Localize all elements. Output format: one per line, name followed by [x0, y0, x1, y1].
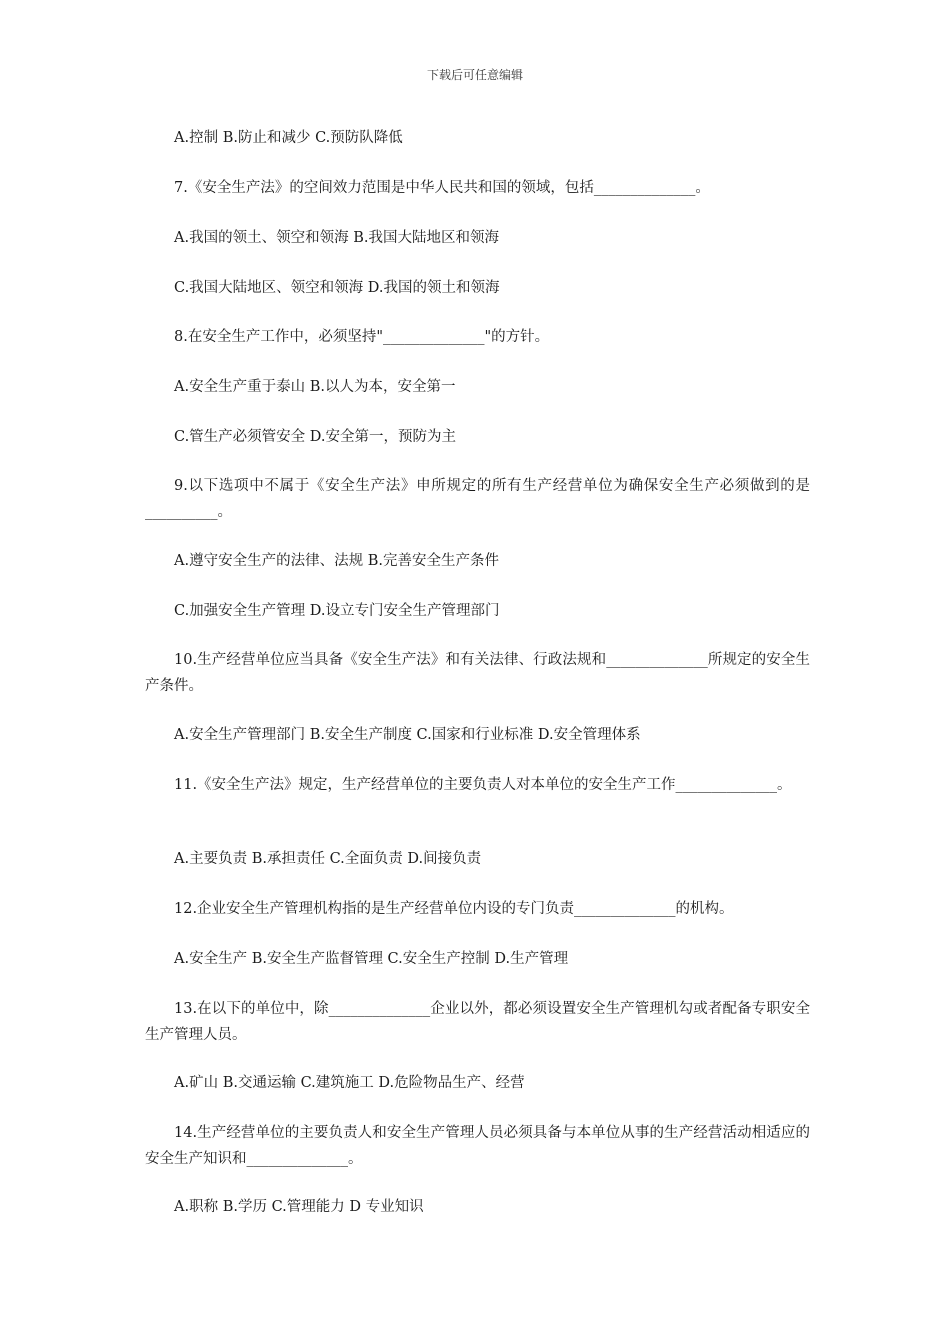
- question-paragraph: 9.以下选项中不属于《安全生产法》申所规定的所有生产经营单位为确保安全生产必须做到的是__________。: [145, 478, 810, 520]
- text-line: A.安全生产 B.安全生产监督管理 C.安全生产控制 D.生产管理: [174, 951, 569, 967]
- question-paragraph: 11.《安全生产法》规定，生产经营单位的主要负责人对本单位的安全生产工作______________。: [174, 777, 792, 793]
- text-line: 8.在安全生产工作中，必须坚持"______________"的方针。: [174, 329, 550, 345]
- question-paragraph: 10.生产经营单位应当具备《安全生产法》和有关法律、行政法规和______________所规定的安全生产条件。: [145, 652, 810, 694]
- text-line: A.我国的领土、领空和领海 B.我国大陆地区和领海: [174, 230, 499, 246]
- text-line: A.职称 B.学历 C.管理能力 D 专业知识: [174, 1199, 424, 1215]
- text-line: A.主要负责 B.承担责任 C.全面负责 D.间接负责: [174, 851, 482, 867]
- text-line: C.我国大陆地区、领空和领海 D.我国的领土和领海: [174, 280, 500, 296]
- text-line: A.遵守安全生产的法律、法规 B.完善安全生产条件: [174, 553, 499, 569]
- text-line: A.控制 B.防止和减少 C.预防队降低: [174, 130, 403, 146]
- text-line: C.管生产必须管安全 D.安全第一，预防为主: [174, 429, 457, 445]
- page-header: 下载后可任意编辑: [426, 68, 523, 82]
- text-line: 12.企业安全生产管理机构指的是生产经营单位内设的专门负责______________的机构。: [174, 901, 734, 917]
- text-line: A.安全生产管理部门 B.安全生产制度 C.国家和行业标准 D.安全管理体系: [174, 727, 641, 743]
- text-line: C.加强安全生产管理 D.设立专门安全生产管理部门: [174, 603, 500, 619]
- text-line: A.安全生产重于泰山 B.以人为本，安全第一: [174, 379, 456, 395]
- text-line: A.矿山 B.交通运输 C.建筑施工 D.危险物品生产、经营: [174, 1075, 525, 1091]
- question-paragraph: 13.在以下的单位中，除______________企业以外，都必须设置安全生产管理机勾或者配备专职安全生产管理人员。: [145, 1001, 810, 1043]
- question-paragraph: 14.生产经营单位的主要负责人和安全生产管理人员必须具备与本单位从事的生产经营活动相适应的安全生产知识和______________。: [145, 1125, 810, 1167]
- text-line: 7.《安全生产法》的空间效力范围是中华人民共和国的领域，包括______________。: [174, 180, 710, 196]
